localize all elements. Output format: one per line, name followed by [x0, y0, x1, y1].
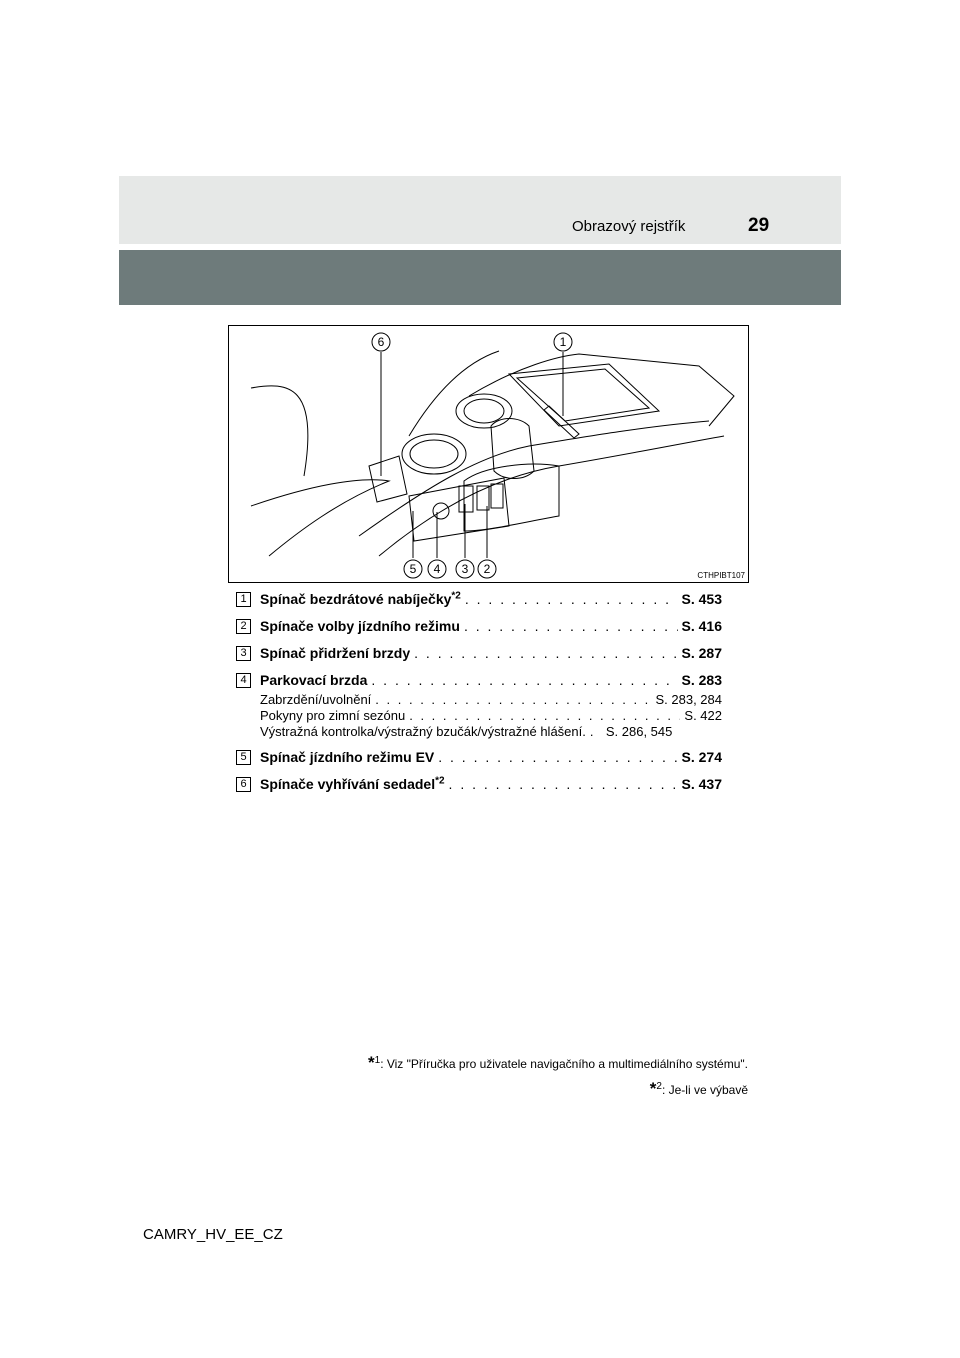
- entry-number: 5: [236, 750, 251, 765]
- leader-dots: [409, 708, 680, 724]
- document-id: CAMRY_HV_EE_CZ: [143, 1226, 283, 1243]
- entry-label: Parkovací brzda: [260, 672, 368, 688]
- shift-lever: [491, 419, 534, 479]
- leader-dots: [590, 724, 602, 740]
- wireless-charger-pad: [509, 364, 659, 426]
- leader-dots: [438, 748, 677, 769]
- entry-page-ref[interactable]: S. 437: [681, 776, 722, 792]
- console-illustration: [228, 325, 749, 583]
- entry-number: 2: [236, 619, 251, 634]
- leader-dots: [465, 590, 678, 611]
- entry-number: 3: [236, 646, 251, 661]
- page-number: 29: [748, 215, 770, 236]
- seat-heater-switches: [369, 456, 407, 502]
- entry-1[interactable]: [236, 590, 722, 611]
- leader-dots: [449, 775, 678, 796]
- sub-entry-label: Výstražná kontrolka/výstražný bzučák/výstražné hlášení.: [260, 724, 586, 739]
- entry-number: 1: [236, 592, 251, 607]
- drive-mode-switches: [491, 484, 503, 508]
- header-band: [119, 176, 841, 244]
- callout-5: 5: [409, 562, 417, 576]
- entry-label: Spínače vyhřívání sedadel$^{*2}$: [260, 775, 445, 792]
- sub-entry-page-ref[interactable]: S. 422: [684, 708, 722, 723]
- console-drawing: [229, 326, 748, 582]
- callout-3: 3: [461, 562, 469, 576]
- footnote-1: *$^1$: Viz "Příručka pro uživatele navigačního a multimediálního systému".: [368, 1053, 748, 1072]
- entry-4[interactable]: [236, 671, 722, 692]
- entry-3[interactable]: [236, 644, 722, 665]
- entry-label: Spínače volby jízdního režimu: [260, 618, 460, 634]
- sub-entry-page-ref[interactable]: S. 286, 545: [605, 724, 673, 739]
- section-title: Obrazový rejstřík: [572, 218, 686, 235]
- entry-page-ref[interactable]: S. 287: [681, 645, 722, 661]
- index-entries: [236, 590, 722, 796]
- parking-brake-switch: [459, 486, 473, 512]
- callout-6: 6: [377, 335, 385, 349]
- leader-dots: [371, 671, 677, 692]
- sub-entry-page-ref[interactable]: S. 283, 284: [655, 692, 722, 707]
- illustration-code: CTHPIBT107: [697, 571, 745, 580]
- entry-page-ref[interactable]: S. 283: [681, 672, 722, 688]
- sub-entry[interactable]: [236, 692, 722, 708]
- sub-entry-label: Pokyny pro zimní sezónu: [260, 708, 406, 723]
- entry-number: 4: [236, 673, 251, 688]
- entry-page-ref[interactable]: S. 416: [681, 618, 722, 634]
- leader-dots: [414, 644, 677, 665]
- callout-1: 1: [559, 335, 567, 349]
- sub-entry[interactable]: [236, 708, 722, 724]
- sub-entry[interactable]: [236, 724, 722, 740]
- entry-label: Spínač bezdrátové nabíječky$^{*2}$: [260, 590, 461, 607]
- sub-entry-label: Zabrzdění/uvolnění: [260, 692, 372, 707]
- entry-page-ref[interactable]: S. 274: [681, 749, 722, 765]
- entry-page-ref[interactable]: S. 453: [681, 591, 722, 607]
- entry-number: 6: [236, 777, 251, 792]
- leader-dots: [375, 692, 651, 708]
- entry-6[interactable]: [236, 775, 722, 796]
- callout-2: 2: [483, 562, 491, 576]
- entry-5[interactable]: [236, 748, 722, 769]
- header-dark-band: [119, 250, 841, 305]
- entry-2[interactable]: [236, 617, 722, 638]
- seat-outline: [251, 386, 308, 476]
- callout-4: 4: [433, 562, 441, 576]
- entry-label: Spínač přidržení brzdy: [260, 645, 411, 661]
- entry-label: Spínač jízdního režimu EV: [260, 749, 435, 765]
- leader-dots: [464, 617, 678, 638]
- footnote-2: *$^2$: Je-li ve výbavě: [649, 1079, 748, 1098]
